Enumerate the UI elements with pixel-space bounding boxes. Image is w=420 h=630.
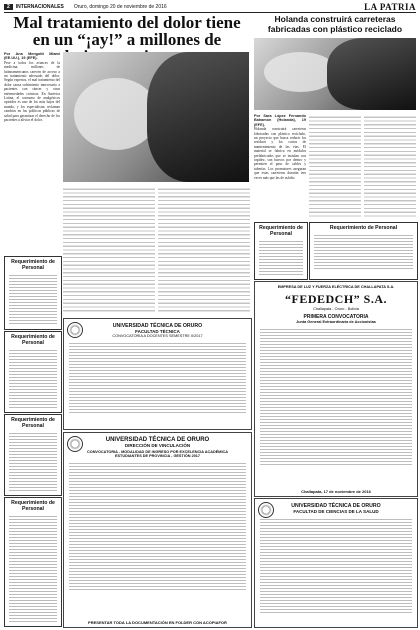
newspaper-brand: LA PATRIA bbox=[364, 2, 416, 12]
classified-notice-1 bbox=[4, 256, 62, 330]
notice-text bbox=[9, 431, 57, 491]
ad-university-name: UNIVERSIDAD TÉCNICA DE ORURO bbox=[112, 323, 203, 329]
notice-title: Requerimiento de Personal bbox=[11, 259, 55, 271]
pain-article-body: Pese a todos los avances de la medicina, millones de latinoamericanos carecen de acceso a un tratamiento adecuado del dolor. Según expertos, el mal tratamiento del dolor causa sufrimiento innecesario a pacientes con cáncer y otras enfermedades crónicas. En América Latina, el consumo de analgésicos opioides es uno de los más bajos del mundo, y los especialistas reclaman cambios en las políticas públicas de salud para garantizar el derecho de los pacientes a aliviar el dolor. bbox=[4, 60, 60, 123]
page-number: 2 bbox=[4, 4, 13, 10]
notice-text bbox=[9, 273, 57, 325]
classified-notice-2 bbox=[4, 331, 62, 413]
uto-health-ad bbox=[254, 498, 418, 628]
pain-article-byline: Por Ana Mengotti Miami (EE.UU.), 19 (EFE). bbox=[4, 52, 60, 61]
photo-shadow bbox=[147, 52, 249, 182]
ad-direction-name: DIRECCIÓN DE VINCULACIÓN bbox=[124, 443, 191, 448]
ad-signature-date: Challapata, 17 de noviembre de 2016 bbox=[301, 489, 371, 494]
classified-notice-4 bbox=[4, 497, 62, 627]
photo-highlight bbox=[74, 78, 158, 150]
notice-title: Requerimiento de Personal bbox=[259, 225, 303, 237]
notice-title: Requerimiento de Personal bbox=[11, 500, 55, 512]
photo-highlight bbox=[264, 52, 337, 92]
classified-notice-6 bbox=[254, 222, 308, 280]
pain-article-col2 bbox=[63, 186, 155, 314]
roads-article-col2 bbox=[309, 114, 361, 219]
ad-body-text bbox=[69, 341, 246, 413]
ad-company-location: Challapata - Oruro - Bolivia bbox=[313, 307, 359, 311]
uto-faculty-ad bbox=[63, 318, 252, 430]
university-seal-icon bbox=[67, 436, 83, 452]
ad-faculty-name: FACULTAD DE CIENCIAS DE LA SALUD bbox=[293, 509, 379, 514]
classified-notice-3 bbox=[4, 414, 62, 496]
roads-article-title: Holanda construirá carreteras fabricadas con plástico reciclado bbox=[267, 14, 403, 34]
notice-text bbox=[9, 514, 57, 622]
photo-shadow bbox=[327, 38, 416, 110]
pain-article-photo bbox=[63, 52, 249, 182]
classified-notice-5 bbox=[309, 222, 418, 280]
pain-article-title: Mal tratamiento del dolor tiene en un “¡ay!” a millones de bbox=[13, 13, 241, 49]
uto-vinculacion-ad bbox=[63, 432, 252, 628]
pain-article-col3 bbox=[158, 186, 250, 314]
notice-text bbox=[314, 233, 413, 269]
notice-title: Requerimiento de Personal bbox=[329, 225, 398, 231]
university-seal-icon bbox=[258, 502, 274, 518]
university-seal-icon bbox=[67, 322, 83, 338]
ad-body-text bbox=[260, 327, 412, 467]
roads-article-photo bbox=[254, 38, 416, 110]
notice-text bbox=[259, 239, 303, 275]
issue-date: Oruro, domingo 20 de noviembre de 2016 bbox=[73, 4, 167, 10]
roads-article-body: Holanda construirá carreteras fabricadas con plástico reciclado, un proyecto que busca reducir los residuos y los costos de mantenimiento de las vías. El material se fabrica en módulos prefabricados que se instalan con rapidez, son huecos por dentro y permiten el paso de cables y tuberías. Los promotores aseguran que estas carreteras durarán tres veces más que las de asfalto. bbox=[254, 127, 306, 180]
ad-university-name: UNIVERSIDAD TÉCNICA DE ORURO bbox=[291, 503, 381, 509]
fededch-ad bbox=[254, 281, 418, 497]
page-header bbox=[4, 2, 416, 13]
ad-body-text bbox=[260, 517, 412, 615]
notice-title: Requerimiento de Personal bbox=[11, 334, 55, 346]
ad-company-name: “FEDEDCH” S.A. bbox=[284, 292, 387, 306]
ad-body-text bbox=[69, 461, 246, 591]
notice-title: Requerimiento de Personal bbox=[11, 417, 55, 429]
pain-article-col1 bbox=[4, 52, 60, 252]
ad-company-line: EMPRESA DE LUZ Y FUERZA ELÉCTRICA DE CHALLAPATA S.A. bbox=[277, 285, 395, 289]
ad-university-name: UNIVERSIDAD TÉCNICA DE ORURO bbox=[105, 437, 210, 443]
ad-notice-subtitle: Junta General Extraordinaria de Accionistas bbox=[296, 320, 376, 324]
ad-call-title: CONVOCATORIA - MODALIDAD DE INGRESO POR EXCELENCIA ACADÉMICA ESTUDIANTES DE PROVINCIA - GESTIÓN 2017 bbox=[87, 450, 228, 458]
ad-notice-title: PRIMERA CONVOCATORIA bbox=[303, 314, 369, 320]
notice-text bbox=[9, 348, 57, 408]
section-name: INTERNACIONALES bbox=[15, 4, 64, 10]
roads-article-col1 bbox=[254, 114, 306, 219]
ad-faculty-name: FACULTAD TÉCNICA bbox=[135, 329, 180, 334]
ad-footer-note: PRESENTAR TODA LA DOCUMENTACIÓN EN FOLDER CON ACOPIAFOR bbox=[88, 620, 227, 625]
roads-article-byline: Por Sara López Fernando Bahamón (Holanda), 19 (EFE). bbox=[254, 114, 306, 127]
ad-call-title: CONVOCATORIA A DOCENTES SEMESTRE II/2017 bbox=[112, 334, 203, 338]
roads-article-col3 bbox=[364, 114, 416, 219]
